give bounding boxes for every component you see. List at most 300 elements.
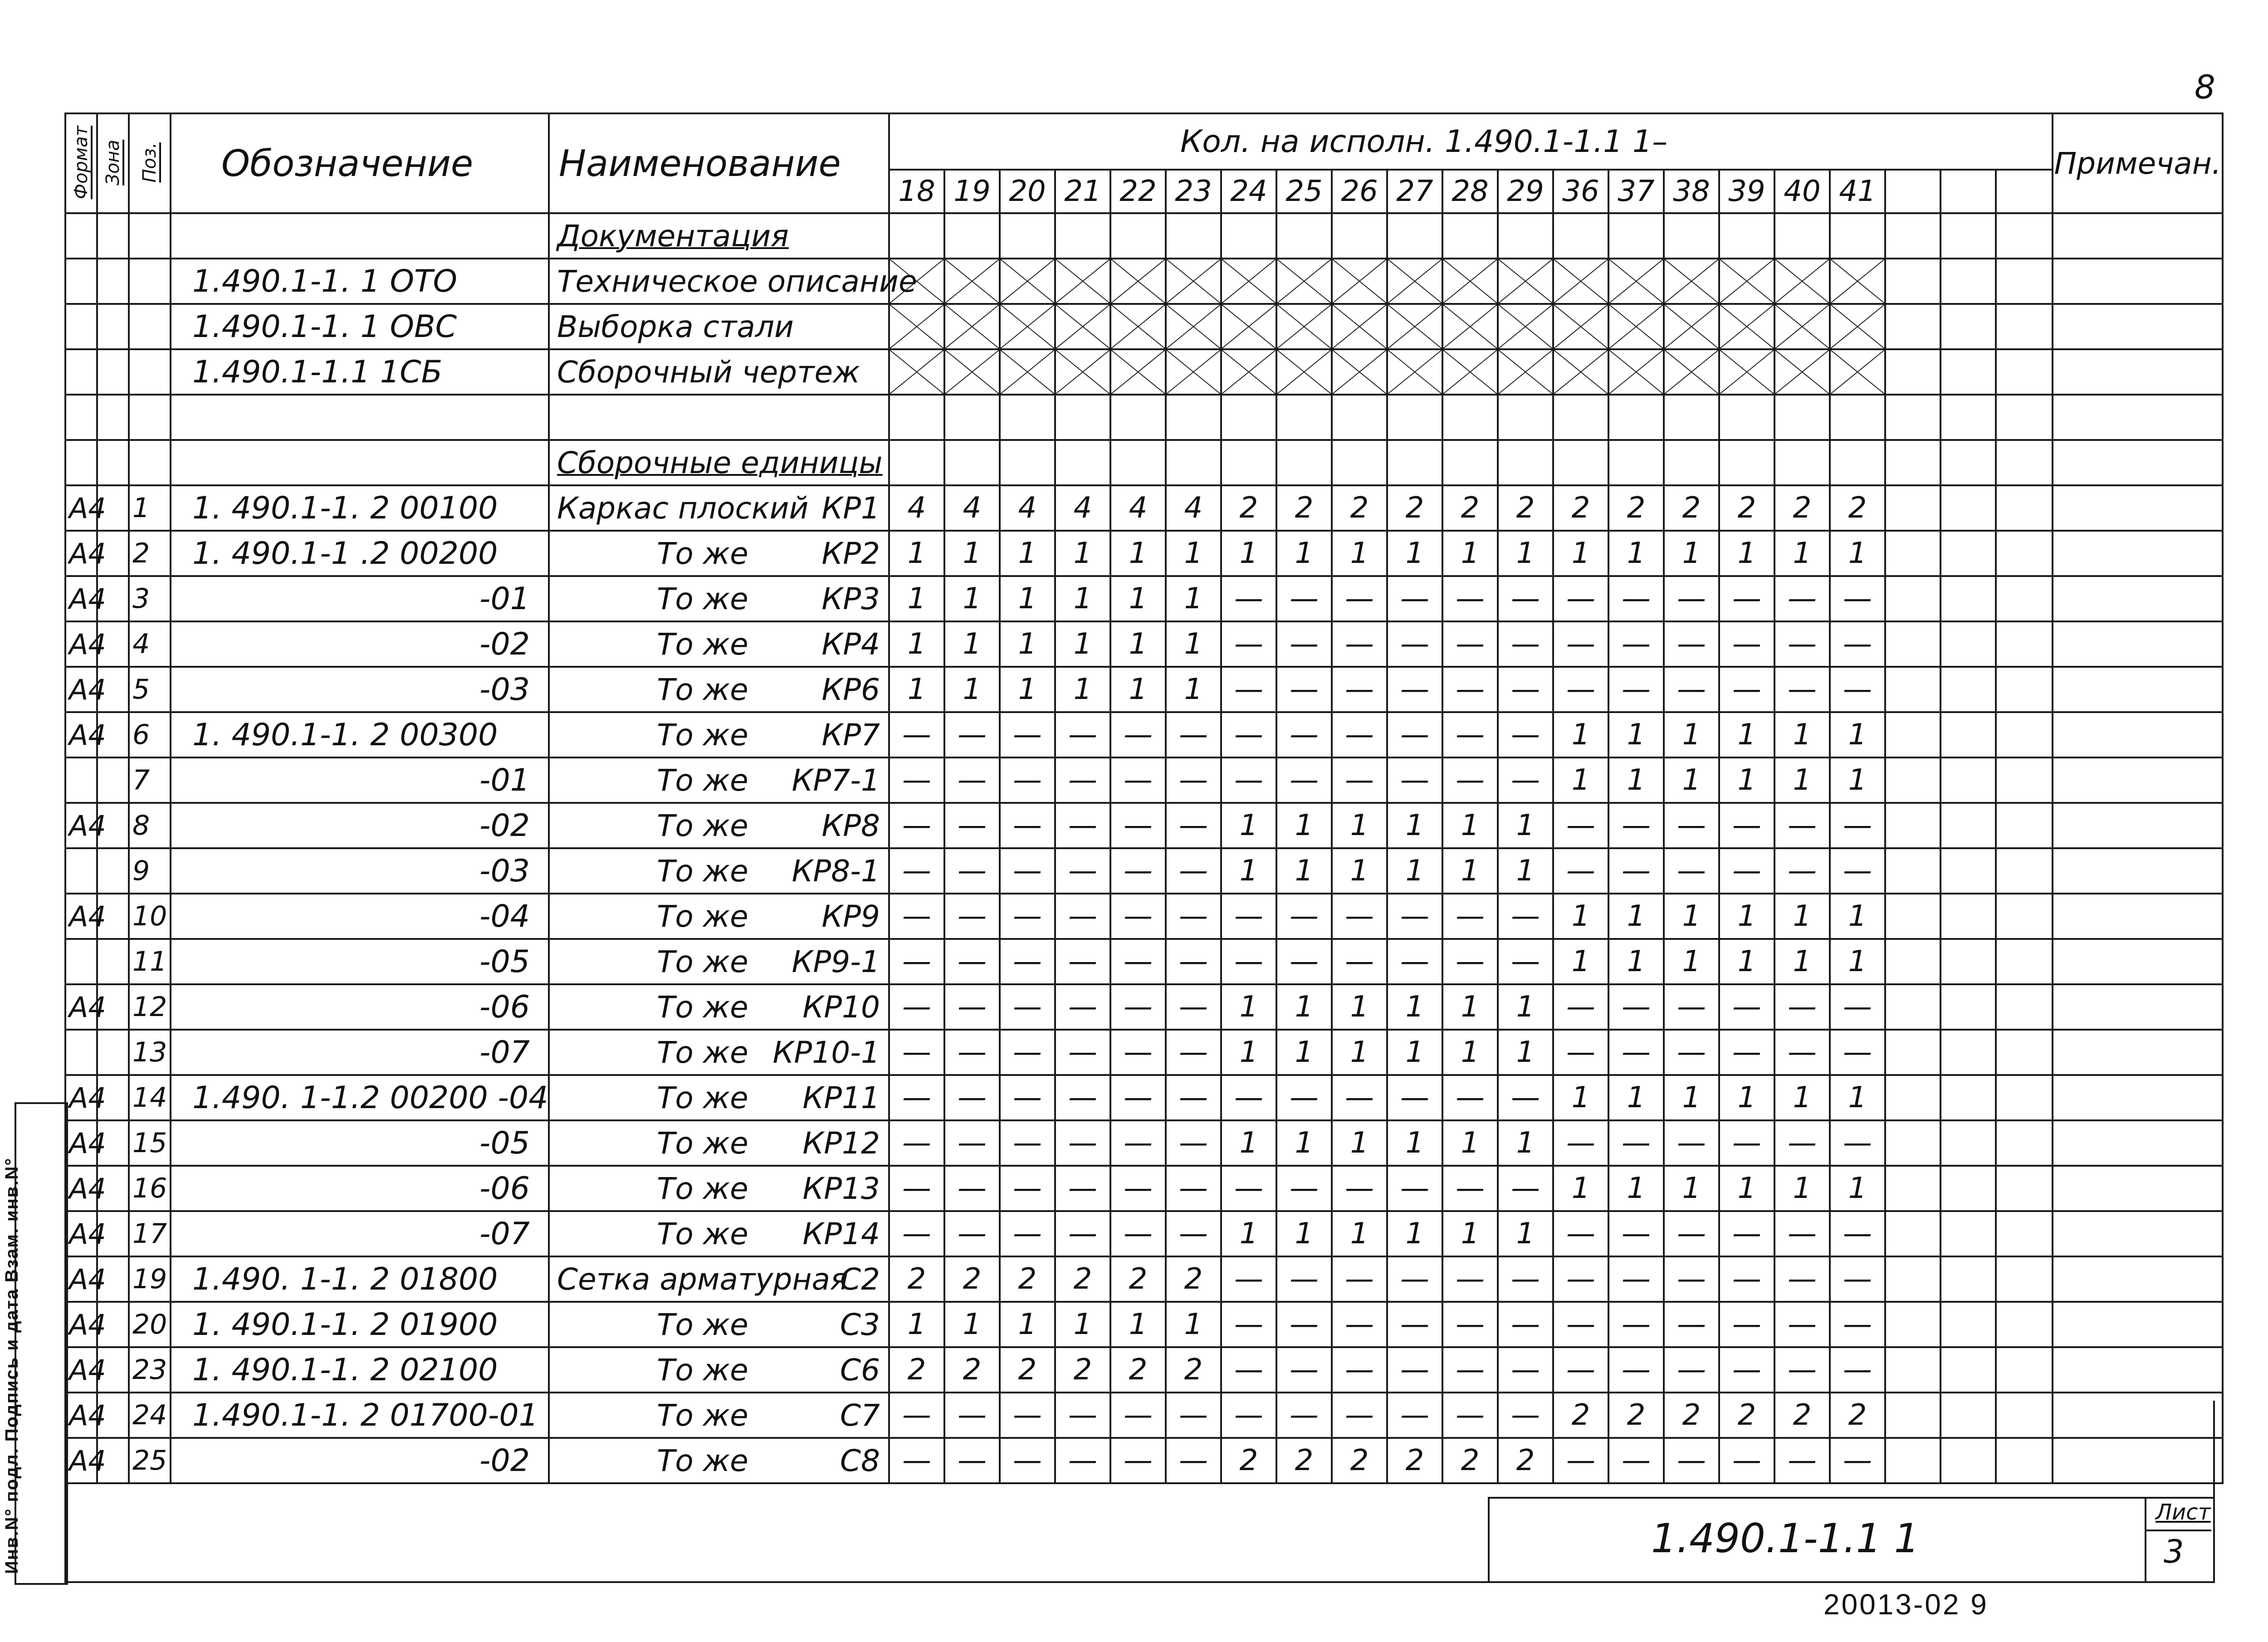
crossed-cell <box>1664 349 1719 395</box>
qty-cell: — <box>1442 1075 1498 1120</box>
qty-cell: — <box>1276 1393 1332 1438</box>
qty-cell <box>1885 440 1941 485</box>
qty-cell: 1 <box>1830 531 1885 576</box>
format-cell: А4 <box>65 1438 97 1483</box>
name-cell <box>549 395 889 440</box>
position-cell: 2 <box>129 531 171 576</box>
position-cell <box>129 213 171 259</box>
qty-cell <box>1941 803 1996 848</box>
qty-cell: — <box>1110 1393 1166 1438</box>
qty-cell: — <box>1000 1030 1055 1075</box>
qty-cell <box>1110 395 1166 440</box>
qty-cell: — <box>1055 1120 1110 1166</box>
name-text: То же <box>657 762 748 798</box>
name-cell <box>549 304 889 349</box>
qty-cell <box>1885 304 1941 349</box>
note-cell <box>2053 894 2223 939</box>
qty-cell: — <box>1830 803 1885 848</box>
zone-cell <box>97 440 129 485</box>
qty-cell: — <box>1442 894 1498 939</box>
qty-cell: — <box>1332 1075 1387 1120</box>
qty-cell <box>1941 395 1996 440</box>
qty-cell: 2 <box>1498 1438 1553 1483</box>
qty-cell <box>1830 440 1885 485</box>
qty-cell: — <box>1332 1166 1387 1211</box>
name-cell <box>549 576 889 621</box>
qty-cell: — <box>1166 894 1221 939</box>
qty-cell: — <box>1774 621 1830 667</box>
crossed-cell <box>1442 304 1498 349</box>
qty-cell: 1 <box>1774 531 1830 576</box>
format-cell: А4 <box>65 894 97 939</box>
qty-cell <box>1332 213 1387 259</box>
qty-cell: — <box>944 1438 1000 1483</box>
qty-cell <box>1941 667 1996 712</box>
crossed-cell <box>1664 304 1719 349</box>
qty-cell: 1 <box>1664 1075 1719 1120</box>
table-row <box>65 349 2223 395</box>
position-cell: 14 <box>129 1075 171 1120</box>
name-cell <box>549 1302 889 1347</box>
crossed-cell <box>889 304 944 349</box>
designation-cell: 1.490.1-1. 1 ОВС <box>171 304 549 349</box>
qty-cell: — <box>1276 1302 1332 1347</box>
qty-cell: — <box>1553 1256 1608 1302</box>
qty-cell: — <box>1442 1166 1498 1211</box>
qty-cell: 2 <box>1221 1438 1276 1483</box>
qty-cell: — <box>1664 1211 1719 1256</box>
qty-cell <box>1110 440 1166 485</box>
name-text: То же <box>657 1307 748 1342</box>
position-cell: 3 <box>129 576 171 621</box>
designation-cell <box>171 395 549 440</box>
qty-cell <box>1996 349 2053 395</box>
qty-cell: 1 <box>1553 757 1608 803</box>
qty-cell <box>1941 304 1996 349</box>
qty-cell: — <box>944 712 1000 757</box>
qty-cell: 2 <box>1774 1393 1830 1438</box>
qty-column-header: 27 <box>1387 170 1442 213</box>
qty-cell <box>1996 1302 2053 1347</box>
qty-cell: 1 <box>1608 1166 1664 1211</box>
qty-cell: 1 <box>1830 712 1885 757</box>
table-row <box>65 712 2223 757</box>
format-cell <box>65 939 97 984</box>
qty-cell: — <box>1110 1166 1166 1211</box>
qty-cell <box>1941 349 1996 395</box>
qty-cell: — <box>1498 667 1553 712</box>
qty-cell: 1 <box>1055 576 1110 621</box>
mark-text: КР3 <box>821 582 880 616</box>
qty-cell <box>1941 1075 1996 1120</box>
qty-cell: 1 <box>889 621 944 667</box>
name-text: То же <box>657 581 748 616</box>
qty-cell: — <box>1553 1302 1608 1347</box>
qty-cell <box>1885 1211 1941 1256</box>
qty-cell: — <box>1830 621 1885 667</box>
name-cell <box>549 259 917 304</box>
designation-cell: -05 <box>171 1120 549 1166</box>
qty-cell: 1 <box>1110 667 1166 712</box>
qty-cell: — <box>1608 1347 1664 1393</box>
crossed-cell <box>1166 259 1221 304</box>
qty-cell <box>889 213 944 259</box>
qty-cell <box>1885 1347 1941 1393</box>
table-row <box>65 1347 2223 1393</box>
qty-cell: — <box>1830 667 1885 712</box>
qty-cell: — <box>1332 1347 1387 1393</box>
name-text: Сборочный чертеж <box>557 354 860 390</box>
qty-cell: — <box>1332 894 1387 939</box>
name-text: То же <box>657 944 748 979</box>
crossed-cell <box>1442 349 1498 395</box>
qty-cell: 2 <box>1442 485 1498 531</box>
qty-cell: — <box>1719 1302 1774 1347</box>
crossed-cell <box>1221 259 1276 304</box>
position-cell: 16 <box>129 1166 171 1211</box>
qty-cell: — <box>1442 621 1498 667</box>
qty-cell <box>1941 1302 1996 1347</box>
qty-cell: 2 <box>1442 1438 1498 1483</box>
name-cell <box>549 757 889 803</box>
qty-cell: — <box>1387 667 1442 712</box>
qty-cell: — <box>1166 757 1221 803</box>
qty-cell: — <box>1387 894 1442 939</box>
qty-cell: — <box>889 848 944 894</box>
qty-cell: 1 <box>1830 1075 1885 1120</box>
position-cell: 12 <box>129 984 171 1030</box>
designation-cell: -03 <box>171 848 549 894</box>
qty-cell: 1 <box>1719 1166 1774 1211</box>
note-cell <box>2053 939 2223 984</box>
qty-cell: — <box>944 1030 1000 1075</box>
name-cell <box>549 712 889 757</box>
designation-cell: -01 <box>171 757 549 803</box>
qty-cell <box>1719 213 1774 259</box>
qty-cell: — <box>944 1120 1000 1166</box>
name-cell <box>549 667 889 712</box>
qty-cell: — <box>1664 1256 1719 1302</box>
mark-text: КР10-1 <box>772 1035 880 1070</box>
qty-cell: 1 <box>1774 939 1830 984</box>
qty-cell: 2 <box>1332 1438 1387 1483</box>
note-cell <box>2053 1302 2223 1347</box>
name-text: То же <box>657 1035 748 1070</box>
qty-cell: — <box>1000 1120 1055 1166</box>
qty-cell: 1 <box>1498 1120 1553 1166</box>
format-cell <box>65 1030 97 1075</box>
qty-cell: — <box>1664 576 1719 621</box>
qty-cell: — <box>889 1211 944 1256</box>
qty-cell <box>1941 848 1996 894</box>
qty-cell: — <box>1553 1120 1608 1166</box>
name-cell <box>549 1256 889 1302</box>
qty-cell: — <box>1664 803 1719 848</box>
qty-cell: — <box>1055 712 1110 757</box>
qty-cell: — <box>1774 803 1830 848</box>
qty-cell: 2 <box>1110 1256 1166 1302</box>
qty-cell <box>1608 395 1664 440</box>
qty-cell: 1 <box>1166 531 1221 576</box>
qty-cell: 1 <box>1221 803 1276 848</box>
qty-cell: — <box>1276 667 1332 712</box>
crossed-cell <box>1719 349 1774 395</box>
mark-text: КР8-1 <box>792 854 880 889</box>
mark-text: КР11 <box>802 1080 880 1115</box>
qty-cell: 1 <box>1332 531 1387 576</box>
sheet-label: Лист <box>2156 1500 2211 1525</box>
qty-cell: — <box>1774 1030 1830 1075</box>
name-text: То же <box>657 989 748 1025</box>
table-row <box>65 576 2223 621</box>
qty-column-header: 38 <box>1664 170 1719 213</box>
qty-cell: — <box>1221 1166 1276 1211</box>
qty-cell: — <box>1442 1302 1498 1347</box>
qty-cell: — <box>1055 1030 1110 1075</box>
qty-cell: 1 <box>1000 576 1055 621</box>
table-row <box>65 531 2223 576</box>
qty-cell: — <box>1664 1347 1719 1393</box>
qty-cell: — <box>944 757 1000 803</box>
qty-cell: 1 <box>944 621 1000 667</box>
qty-cell: 1 <box>1774 894 1830 939</box>
qty-cell: 1 <box>1332 848 1387 894</box>
designation-cell: 1. 490.1-1. 2 00100 <box>171 485 549 531</box>
crossed-cell <box>1110 259 1166 304</box>
qty-cell: — <box>1664 848 1719 894</box>
crossed-cell <box>1000 304 1055 349</box>
qty-cell <box>1996 304 2053 349</box>
crossed-cell <box>944 349 1000 395</box>
qty-cell: — <box>1276 1347 1332 1393</box>
qty-cell: — <box>1553 1347 1608 1393</box>
designation-cell <box>171 213 549 259</box>
qty-column-header: 18 <box>889 170 944 213</box>
qty-cell: — <box>1221 1393 1276 1438</box>
qty-cell <box>1276 395 1332 440</box>
name-header: Наименование <box>549 113 889 213</box>
qty-cell <box>1774 213 1830 259</box>
position-cell: 15 <box>129 1120 171 1166</box>
table-row <box>65 213 2223 259</box>
qty-cell: 1 <box>1221 1030 1276 1075</box>
qty-cell: — <box>1830 1302 1885 1347</box>
qty-cell: 1 <box>1000 621 1055 667</box>
designation-cell: 1. 490.1-1. 2 00300 <box>171 712 549 757</box>
qty-cell: — <box>944 939 1000 984</box>
qty-cell: 1 <box>1719 1075 1774 1120</box>
qty-cell: — <box>1387 621 1442 667</box>
qty-cell: — <box>1774 1256 1830 1302</box>
qty-cell: 1 <box>1719 894 1774 939</box>
qty-cell: 1 <box>944 1302 1000 1347</box>
qty-cell: — <box>1719 1256 1774 1302</box>
qty-cell <box>1885 1075 1941 1120</box>
qty-cell: 2 <box>1332 485 1387 531</box>
crossed-cell <box>1276 349 1332 395</box>
qty-cell <box>1553 395 1608 440</box>
qty-cell <box>1830 213 1885 259</box>
format-cell <box>65 848 97 894</box>
name-text: То же <box>657 808 748 843</box>
qty-cell: — <box>1221 621 1276 667</box>
qty-cell: — <box>1553 667 1608 712</box>
designation-cell: -02 <box>171 621 549 667</box>
crossed-cell <box>1055 349 1110 395</box>
qty-cell: — <box>1110 1438 1166 1483</box>
qty-cell: — <box>1110 803 1166 848</box>
qty-cell: — <box>944 803 1000 848</box>
crossed-cell <box>1387 349 1442 395</box>
note-cell <box>2053 1030 2223 1075</box>
crossed-cell <box>1719 259 1774 304</box>
zone-cell <box>97 349 129 395</box>
format-cell: А4 <box>65 712 97 757</box>
qty-cell <box>1885 213 1941 259</box>
qty-cell: — <box>889 1030 944 1075</box>
name-text: То же <box>657 626 748 662</box>
qty-cell: 2 <box>1221 485 1276 531</box>
qty-column-header: 20 <box>1000 170 1055 213</box>
qty-column-header: 41 <box>1830 170 1885 213</box>
qty-cell: — <box>1221 939 1276 984</box>
qty-cell: — <box>1110 1075 1166 1120</box>
qty-cell: 1 <box>944 576 1000 621</box>
qty-cell: — <box>1498 576 1553 621</box>
qty-cell: — <box>1000 984 1055 1030</box>
qty-cell: — <box>1498 1393 1553 1438</box>
qty-cell: 1 <box>1276 1211 1332 1256</box>
name-text: Каркас плоский <box>557 490 809 526</box>
qty-cell: — <box>1442 576 1498 621</box>
qty-cell: 1 <box>1608 757 1664 803</box>
position-cell: 24 <box>129 1393 171 1438</box>
format-cell: А4 <box>65 1166 97 1211</box>
format-cell <box>65 395 97 440</box>
zone-cell <box>97 395 129 440</box>
specification-table <box>64 112 2224 1484</box>
qty-cell: 1 <box>1608 894 1664 939</box>
qty-cell <box>1941 939 1996 984</box>
qty-cell: — <box>889 803 944 848</box>
mark-text: КР4 <box>821 627 880 662</box>
qty-cell: 4 <box>1055 485 1110 531</box>
qty-cell <box>1387 440 1442 485</box>
format-cell: А4 <box>65 531 97 576</box>
qty-cell: 1 <box>889 667 944 712</box>
table-row <box>65 1166 2223 1211</box>
qty-cell: 1 <box>1830 939 1885 984</box>
qty-cell: — <box>889 1120 944 1166</box>
qty-cell: — <box>1553 1438 1608 1483</box>
qty-cell: — <box>1166 1211 1221 1256</box>
qty-cell: — <box>1719 1438 1774 1483</box>
qty-cell: — <box>1498 757 1553 803</box>
qty-cell: 1 <box>1332 984 1387 1030</box>
qty-cell: — <box>1221 712 1276 757</box>
mark-text: КР9-1 <box>792 944 880 979</box>
qty-cell <box>1055 395 1110 440</box>
position-cell <box>129 349 171 395</box>
position-cell: 4 <box>129 621 171 667</box>
format-cell: А4 <box>65 984 97 1030</box>
qty-column-header: 24 <box>1221 170 1276 213</box>
qty-cell: — <box>1608 1302 1664 1347</box>
qty-cell: — <box>1000 848 1055 894</box>
qty-cell: — <box>1553 1211 1608 1256</box>
position-cell <box>129 395 171 440</box>
qty-cell: — <box>1830 1256 1885 1302</box>
mark-text: КР9 <box>821 899 880 934</box>
qty-cell: — <box>1498 712 1553 757</box>
qty-cell: — <box>1774 1347 1830 1393</box>
format-cell: А4 <box>65 1075 97 1120</box>
format-cell: А4 <box>65 621 97 667</box>
qty-cell: — <box>1830 1211 1885 1256</box>
qty-cell: — <box>889 1393 944 1438</box>
qty-cell: — <box>944 1075 1000 1120</box>
format-cell <box>65 349 97 395</box>
qty-cell <box>1996 1166 2053 1211</box>
qty-cell: 1 <box>1774 1075 1830 1120</box>
pos-header: Поз. <box>129 113 171 213</box>
qty-cell: — <box>1387 1075 1442 1120</box>
qty-cell <box>1996 1211 2053 1256</box>
name-text: Техническое описание <box>557 264 917 299</box>
qty-cell <box>944 213 1000 259</box>
format-cell: А4 <box>65 485 97 531</box>
qty-cell: — <box>1221 1256 1276 1302</box>
crossed-cell <box>1664 259 1719 304</box>
crossed-cell <box>1608 349 1664 395</box>
qty-cell: — <box>1553 621 1608 667</box>
qty-cell: — <box>889 1166 944 1211</box>
qty-cell: — <box>1000 894 1055 939</box>
qty-cell: 1 <box>1332 1211 1387 1256</box>
format-cell <box>65 440 97 485</box>
qty-cell <box>1000 395 1055 440</box>
qty-cell: — <box>1774 667 1830 712</box>
qty-cell: — <box>1830 1347 1885 1393</box>
qty-cell <box>1941 531 1996 576</box>
qty-cell: — <box>1498 894 1553 939</box>
qty-cell: — <box>1166 1438 1221 1483</box>
qty-cell: — <box>1166 939 1221 984</box>
qty-cell: — <box>1221 576 1276 621</box>
qty-cell: — <box>1332 576 1387 621</box>
name-text: То же <box>657 1443 748 1478</box>
crossed-cell <box>1110 304 1166 349</box>
qty-cell: — <box>1608 848 1664 894</box>
qty-cell: — <box>889 894 944 939</box>
crossed-cell <box>1498 259 1553 304</box>
designation-cell: 1. 490.1-1. 2 01900 <box>171 1302 549 1347</box>
qty-cell: 1 <box>1498 803 1553 848</box>
qty-cell: — <box>1608 803 1664 848</box>
qty-cell: — <box>1110 1030 1166 1075</box>
note-cell <box>2053 1166 2223 1211</box>
qty-cell <box>944 440 1000 485</box>
mark-text: КР7 <box>821 718 880 753</box>
qty-cell: 1 <box>1166 1302 1221 1347</box>
qty-cell: — <box>1332 1302 1387 1347</box>
qty-cell: — <box>1664 1302 1719 1347</box>
qty-cell <box>1332 395 1387 440</box>
qty-cell: 1 <box>1830 757 1885 803</box>
qty-cell <box>1664 213 1719 259</box>
name-cell <box>549 984 889 1030</box>
qty-cell <box>1110 213 1166 259</box>
